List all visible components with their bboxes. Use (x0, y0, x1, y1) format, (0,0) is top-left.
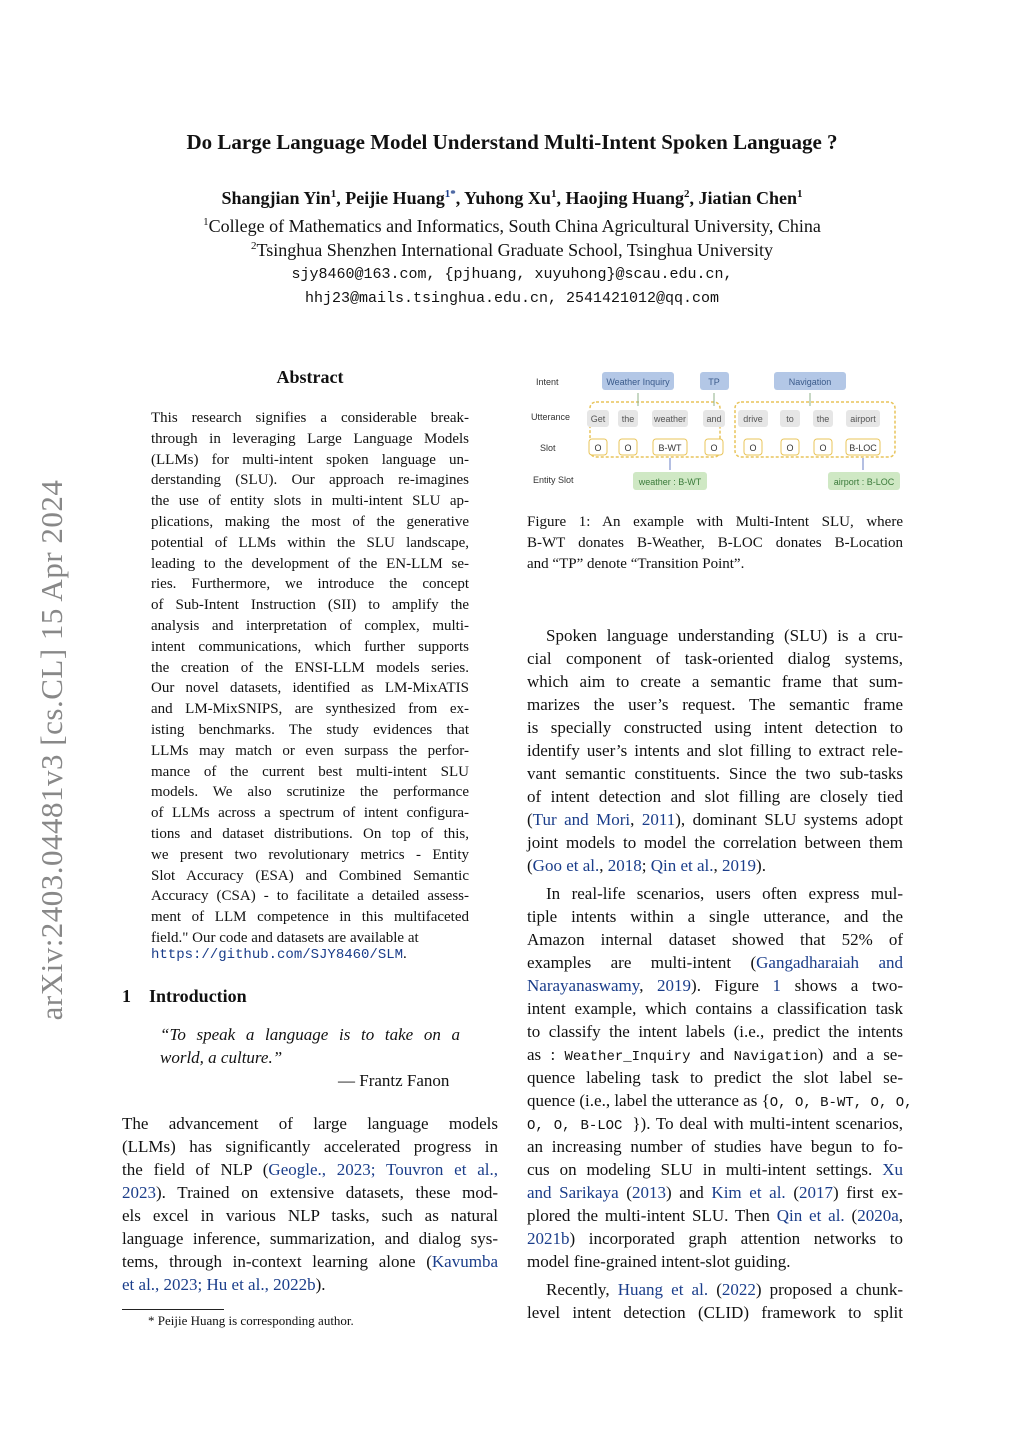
author-sup: 1 (330, 188, 337, 200)
intent-label: TP (708, 377, 720, 387)
row-label-utterance: Utterance (531, 412, 571, 422)
section-title: Introduction (149, 986, 247, 1006)
citation-year-link[interactable]: 2022 (721, 1280, 756, 1299)
citation-link[interactable]: Huang et al. (617, 1280, 709, 1299)
intro-line (122, 1183, 498, 1203)
abstract-line: Slot Accuracy (ESA) and Combined Semantic (151, 867, 469, 884)
abstract-line: Our novel datasets, identified as LM-MixATIS (151, 680, 469, 697)
slot-label: O (624, 443, 632, 453)
citation-link[interactable]: Qin et al. (650, 856, 714, 875)
abstract-line: potential of LLMs within the SLU landscape, (151, 534, 469, 551)
abstract-line: models. We also scrutinize the performance (151, 784, 469, 801)
slot-code: O, O, B-WT, O, O, (769, 1095, 913, 1111)
row-label-entity-slot: Entity Slot (533, 475, 574, 485)
repo-link[interactable]: https://github.com/SJY8460/SLM (151, 947, 404, 963)
figure-caption-line: B-WT donates B-Weather, B-LOC donates B-Location (527, 535, 903, 551)
body-line: identify user’s intents and slot filling to extract rele- (527, 741, 903, 760)
token-label: to (786, 414, 794, 424)
abstract-line: plications, making the most of the generative (151, 514, 469, 530)
arxiv-identifier: arXiv:2403.04481v3 [cs.CL] 15 Apr 2024 (34, 479, 69, 1021)
abstract-line: of LLMs across a spectrum of intent configura- (151, 805, 469, 822)
citation-year-link[interactable]: 2011 (641, 810, 676, 829)
body-line: an increasing number of studies have begun to fo- (527, 1137, 903, 1156)
epigraph-line-1: “To speak a language is to take on a (160, 1025, 460, 1044)
abstract-line: isting benchmarks. The study evidences that (151, 722, 469, 738)
utterance-tokens (587, 410, 880, 427)
body-line: joint models to model the correlation between them (527, 833, 903, 852)
slot-label: B-WT (658, 443, 682, 453)
affiliation-text: Tsinghua Shenzhen International Graduate School, Tsinghua University (256, 240, 774, 260)
body-line: vant semantic constituents. Since the two sub-tasks (527, 764, 903, 783)
body-line (527, 1045, 903, 1065)
abstract-line: and LM-MixSNIPS, are synthesized from ex- (151, 701, 469, 718)
body-line: cial component of task-oriented dialog systems, (527, 649, 903, 668)
body-line: to classify the intent labels (i.e., predict the intents (527, 1022, 903, 1041)
author-name: Haojing Huang (565, 188, 684, 208)
body-line: (Tur and Mori, 2011), dominant SLU systems adopt (527, 810, 903, 829)
token-label: weather (653, 414, 687, 424)
figure-caption-line: Figure 1: An example with Multi-Intent SLU, where (527, 514, 903, 530)
body-text: examples are multi-intent ( (527, 953, 757, 972)
token-label: Get (590, 414, 606, 424)
footnote: * Peijie Huang is corresponding author. (148, 1313, 354, 1328)
author-sup: 2 (683, 188, 690, 200)
abstract-line: ment of LLM competence in this multifaceted (151, 909, 469, 926)
body-line: Narayanaswamy, 2019). Figure 1 shows a two- (527, 976, 904, 995)
body-text: shows a two- (781, 976, 904, 995)
intro-text: the field of NLP ( (122, 1160, 269, 1179)
citation-link[interactable]: et al., 2023; Hu et al., 2022b (122, 1275, 316, 1294)
body-text: Recently, (546, 1280, 618, 1299)
intro-line (122, 1275, 498, 1295)
entity-slot-label: weather : B-WT (638, 477, 702, 487)
body-line: level intent detection (CLID) framework to split (527, 1303, 903, 1322)
author-sup: 1 (797, 188, 803, 200)
intro-text: ). (315, 1275, 326, 1294)
intro-line: The advancement of large language models (122, 1114, 498, 1133)
abstract-line: leading to the development of the EN-LLM se- (151, 555, 469, 572)
citation-link[interactable]: Geogle., 2023; Touvron et al., (268, 1160, 499, 1179)
body-text: ) proposed a chunk- (755, 1280, 903, 1299)
abstract-line: mance of the current best multi-intent SLU (151, 763, 469, 780)
body-line: plored the multi-intent SLU. Then Qin et al. (2020a, (527, 1206, 903, 1225)
citation-year-link[interactable]: 2019 (657, 976, 692, 995)
body-line: intent example, which contains a classification task (527, 999, 903, 1018)
body-line: (Goo et al., 2018; Qin et al., 2019). (527, 856, 766, 875)
author-sup: 1* (444, 188, 456, 200)
body-line (527, 953, 903, 973)
citation-year-link[interactable]: 2019 (722, 856, 757, 875)
body-text: ), dominant SLU systems adopt (675, 810, 903, 829)
body-line: In real-life scenarios, users often express mul- (546, 884, 903, 903)
epigraph-author: — Frantz Fanon (338, 1071, 450, 1090)
abstract-line: of Sub-Intent Instruction (SII) to amplify the (151, 597, 469, 614)
epigraph-line-2: world, a culture.” (160, 1048, 283, 1067)
body-text: ) incorporated graph attention networks to (569, 1229, 903, 1248)
body-line: Recently, Huang et al. (2022) proposed a chunk- (546, 1280, 903, 1299)
body-text: ) and (665, 1183, 712, 1202)
body-text: }). To deal with multi-intent scenarios, (632, 1114, 903, 1133)
abstract-line: Accuracy (CSA) - to facilitate a detailed assess- (151, 888, 469, 905)
abstract-line: field." Our code and datasets are available at (151, 930, 419, 946)
abstract-line: through in leveraging Large Language Models (151, 430, 469, 447)
body-text: plored the multi-intent SLU. Then (527, 1206, 777, 1225)
body-line: Spoken language understanding (SLU) is a cru- (546, 626, 903, 645)
author-name: Shangjian Yin (221, 188, 331, 208)
intent-label: Navigation (788, 377, 832, 387)
abstract-line: the use of entity slots in multi-intent SLU ap- (151, 493, 469, 510)
body-line: marizes the user’s request. The semantic frame (527, 695, 903, 714)
affiliation-2 (0, 240, 1024, 261)
citation-year-link[interactable]: 2018 (607, 856, 642, 875)
abstract-line: we present two revolutionary metrics - Entity (151, 846, 469, 863)
citation-link[interactable]: Qin et al. (776, 1206, 845, 1225)
body-text: and (690, 1045, 734, 1064)
entity-slot-label: airport : B-LOC (833, 477, 895, 487)
abstract-line: ries. Furthermore, we introduce the concept (151, 576, 469, 593)
body-text: , (630, 810, 642, 829)
abstract-line: tions and dataset distributions. On top of this, (151, 826, 469, 842)
row-label-intent: Intent (536, 377, 559, 387)
author-name: Peijie Huang (345, 188, 445, 208)
abstract-line: intent communications, which further supports (151, 638, 469, 655)
affiliation-text: College of Mathematics and Informatics, South China Agricultural University, China (208, 216, 821, 236)
citation-link[interactable]: Kim et al. (711, 1183, 786, 1202)
body-line (527, 1160, 903, 1180)
affiliation-1 (0, 216, 1024, 237)
token-label: airport (850, 414, 876, 424)
abstract-line: analysis and interpretation of complex, multi- (151, 618, 469, 634)
section-number: 1 (122, 986, 131, 1006)
citation-link[interactable]: Tur and Mori (532, 810, 631, 829)
citation-year-link[interactable]: 2017 (798, 1183, 833, 1202)
abstract-url-line (151, 946, 469, 963)
citation-link[interactable]: Goo et al. (532, 856, 600, 875)
author-name: Jiatian Chen (698, 188, 797, 208)
figure-ref-link[interactable]: 1 (772, 976, 782, 995)
affiliation-sup: 2 (250, 240, 257, 252)
citation-year-link[interactable]: 2020a (857, 1206, 899, 1225)
slot-label: O (594, 443, 602, 453)
citation-link[interactable]: Narayanaswamy (527, 976, 640, 995)
intro-line: (LLMs) has significantly accelerated progress in (122, 1137, 498, 1156)
email-line-2: hhj23@mails.tsinghua.edu.cn, 2541421012@qq.com (304, 290, 720, 307)
intent-label: Weather Inquiry (606, 377, 670, 387)
body-line: which aim to create a semantic frame that sum- (527, 672, 903, 691)
token-label: drive (743, 414, 763, 424)
citation-link[interactable]: and Sarikaya (527, 1183, 619, 1202)
token-label: the (621, 414, 635, 424)
body-line: tiple intents within a single utterance, and the (527, 907, 903, 926)
abstract-line: This research signifies a considerable break- (151, 410, 469, 426)
email-line-1: sjy8460@163.com, {pjhuang, xuyuhong}@scau.edu.cn, (291, 266, 733, 283)
paper-title: Do Large Language Model Understand Multi-Intent Spoken Language ? (186, 130, 838, 154)
abstract-url-end: . (403, 946, 407, 962)
intro-line (122, 1252, 498, 1272)
intro-text: tems, through in-context learning alone ( (122, 1252, 432, 1271)
body-line: model fine-grained intent-slot guiding. (527, 1252, 791, 1271)
citation-year-link[interactable]: 2013 (631, 1183, 666, 1202)
abstract-line: the creation of the ENSI-LLM models series. (151, 659, 469, 676)
intent-code: Weather_Inquiry (564, 1049, 691, 1065)
slot-label: O (786, 443, 794, 453)
body-text: ) and a se- (817, 1045, 904, 1064)
author-name: Yuhong Xu (464, 188, 551, 208)
intro-text: ). Trained on extensive datasets, these mod- (156, 1183, 498, 1202)
citation-link[interactable]: Xu (882, 1160, 903, 1179)
intro-line: els excel in various NLP tasks, such as natural (122, 1206, 498, 1225)
citation-year-link[interactable]: 2021b (527, 1229, 570, 1248)
footnote-rule (122, 1309, 224, 1310)
intent-code: Navigation (733, 1049, 818, 1065)
figure-1 (527, 366, 903, 500)
slot-label: O (710, 443, 718, 453)
body-text: ) first ex- (832, 1183, 903, 1202)
body-line: of intent detection and slot filling are closely tied (527, 787, 903, 806)
author-list: Shangjian Yin$^1$, Peijie Huang$^{1*}$, Yuhong Xu$^1$, Haojing Huang$^2$, Jiatian Chen$^1$ (221, 188, 803, 208)
section-heading-introduction (122, 986, 247, 1007)
citation-year-link[interactable]: 2023 (122, 1183, 156, 1202)
slot-label: O (749, 443, 757, 453)
figure-caption-line: and “TP” denote “Transition Point”. (527, 556, 745, 572)
body-line: is specially constructed using intent detection to (527, 718, 903, 737)
body-line: quence labeling task to predict the slot label se- (527, 1068, 903, 1087)
citation-link[interactable]: Kavumba (431, 1252, 498, 1271)
abstract-line: (LLMs) for multi-intent spoken language un- (151, 451, 469, 468)
body-line (527, 1229, 903, 1249)
body-line: Amazon internal dataset showed that 52% of (527, 930, 903, 949)
author-sup: 1 (550, 188, 557, 200)
abstract-heading: Abstract (276, 367, 344, 387)
abstract-line: derstanding (SLU). Our approach re-imagines (151, 472, 469, 489)
slot-label: B-LOC (849, 443, 877, 453)
body-text: ). Figure (691, 976, 773, 995)
abstract-line: LLMs may match or even surpass the perfor- (151, 742, 469, 759)
citation-link[interactable]: Gangadharaiah and (756, 953, 903, 972)
body-line (527, 1114, 903, 1134)
body-text: quence (i.e., label the utterance as { (527, 1091, 770, 1110)
body-text: cus on modeling SLU in multi-intent settings. (527, 1160, 883, 1179)
token-label: the (816, 414, 830, 424)
slot-code: O, O, B-LOC (527, 1118, 633, 1134)
affiliation-sup: 1 (203, 216, 209, 228)
intro-line: language inference, summarization, and dialog sys- (122, 1229, 498, 1248)
slot-label: O (819, 443, 827, 453)
token-label: and (706, 414, 722, 424)
body-line (527, 1091, 913, 1111)
body-line: and Sarikaya (2013) and Kim et al. (2017) first ex- (527, 1183, 903, 1202)
body-text: as : (527, 1045, 565, 1064)
intro-line (122, 1160, 498, 1180)
row-label-slot: Slot (540, 443, 556, 453)
